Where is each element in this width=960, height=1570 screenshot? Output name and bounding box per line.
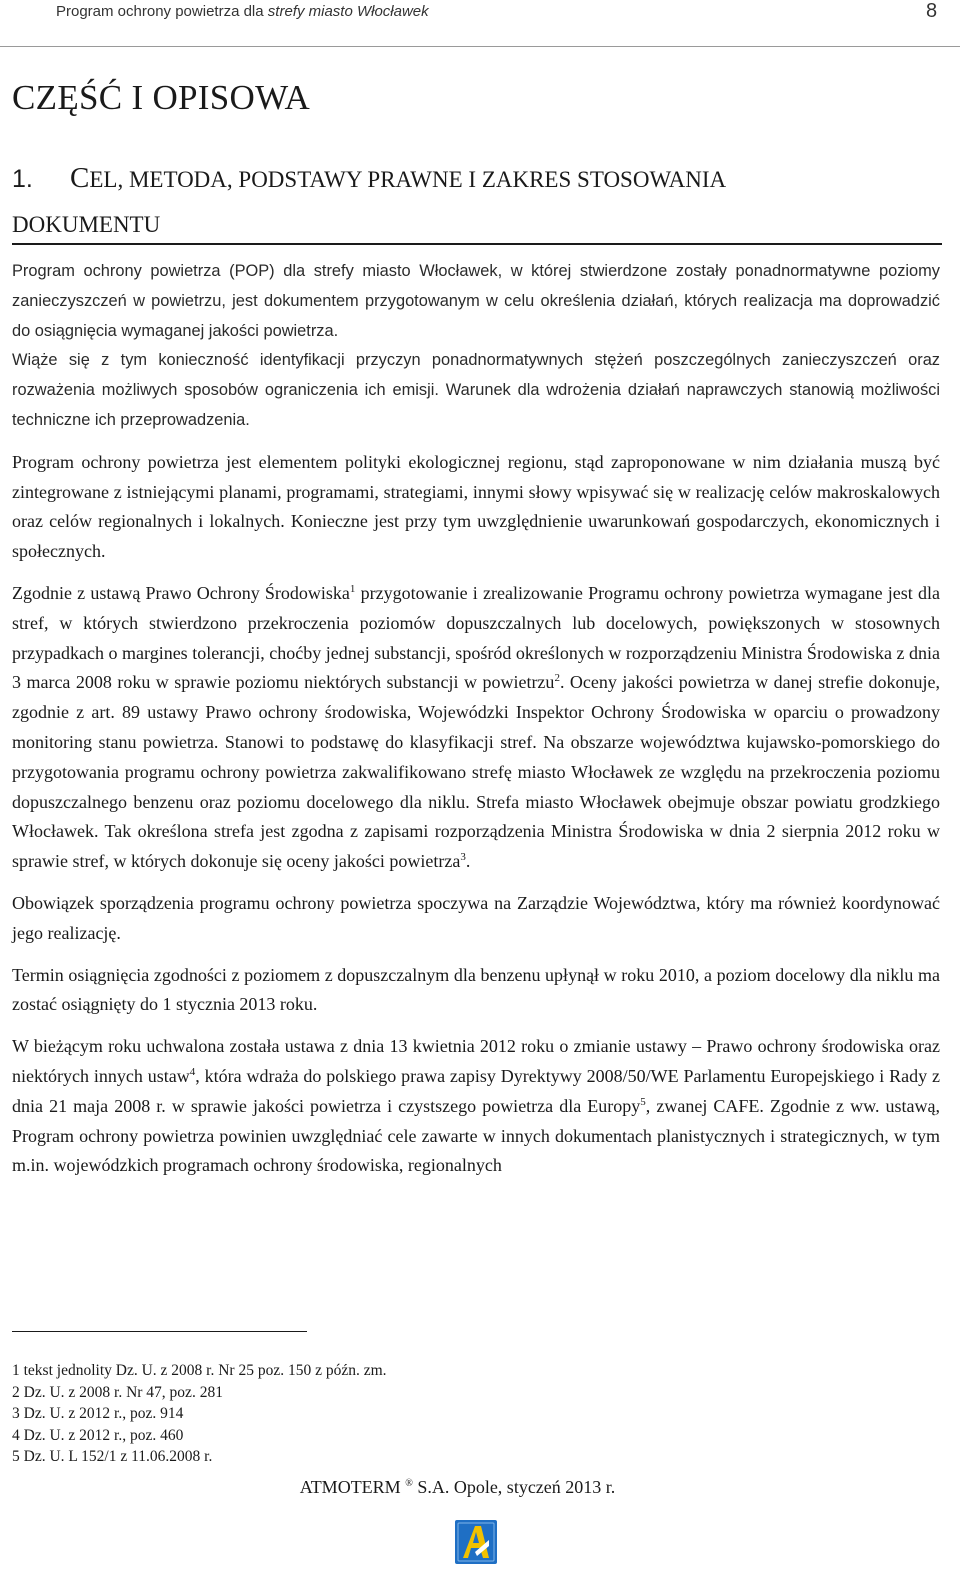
footnote-ref-1[interactable]: 1	[349, 582, 356, 595]
footnotes	[12, 1360, 612, 1468]
paragraph-3-part-b: przygotowanie i zrealizowanie Programu ochrony powietrza wymagane jest dla stref, w których stwierdzono przekroczenia poziomów dopuszczalnych lub docelowych, powiększonych w stosownych przypadkach o margines tolerancji, choćby jednej substancji, spośród określonych w rozporządzeniu Ministra Środowiska z dnia 3 marca 2008 roku w sprawie poziomu niektórych substancji w powietrzu	[12, 582, 940, 693]
header-title	[56, 3, 429, 20]
footnote-ref-2[interactable]: 2	[554, 672, 560, 685]
atmoterm-logo-icon	[455, 1520, 497, 1564]
paragraph-1: Program ochrony powietrza (POP) dla strefy miasto Włocławek, w której stwierdzone zostały ponadnormatywne poziomy zanieczyszczeń w powietrzu, jest dokumentem przygotowanym w celu określenia działań, których realizacja ma doprowadzić do osiągnięcia wymaganej jakości powietrza.	[12, 262, 940, 340]
footer-location-date: S.A. Opole, styczeń 2013 r.	[412, 1477, 616, 1497]
footnote-ref-5[interactable]: 5	[640, 1095, 646, 1108]
section-number: 1.	[12, 165, 33, 193]
registered-mark: ®	[405, 1478, 413, 1489]
footer-company: ATMOTERM	[299, 1477, 401, 1497]
page-header	[0, 0, 960, 47]
paragraph-6-part-a: W bieżącym roku uchwalona została ustawa z dnia 13 kwietnia 2012 roku o zmianie ustawy – Prawo ochrony środowiska oraz niektórych innych ustaw	[12, 1036, 940, 1086]
footnote-3: 3 Dz. U. z 2012 r., poz. 914	[12, 1405, 184, 1422]
section-heading-line2: DOKUMENTU	[12, 212, 161, 237]
paragraph-6-part-b: , która wdraża do polskiego prawa zapisy Dyrektywy 2008/50/WE Parlamentu Europejskiego i Rady z dnia 21 maja 2008 r. w sprawie jakości powietrza i czystszego powietrza dla Europy	[12, 1065, 940, 1116]
footnote-separator	[12, 1331, 307, 1332]
section-heading	[12, 156, 942, 247]
logo-graphic	[455, 1520, 497, 1564]
paragraph-3-part-a: Zgodnie z ustawą Prawo Ochrony Środowiska	[12, 582, 350, 603]
part-title: CZĘŚĆ I OPISOWA	[12, 78, 311, 117]
footnote-5: 5 Dz. U. L 152/1 z 11.06.2008 r.	[12, 1448, 213, 1465]
paragraph-3-part-d: .	[465, 851, 471, 872]
section-divider	[12, 243, 942, 245]
paragraph-4: Obowiązek sporządzenia programu ochrony powietrza spoczywa na Zarządzie Województwa, który ma również koordynować jego realizację.	[12, 892, 940, 943]
paragraph-6-part-c: , zwanej CAFE. Zgodnie z ww. ustawą, Program ochrony powietrza powinien uwzględniać cele zawarte w innych dokumentach planistycznych i strategicznych, w tym m.in. wojewódzkich programach ochrony środowiska, regionalnych	[12, 1095, 940, 1176]
page-number: 8	[926, 0, 938, 22]
section-heading-line1: EL, METODA, PODSTAWY PRAWNE I ZAKRES STOSOWANIA	[89, 167, 727, 192]
footnote-2: 2 Dz. U. z 2008 r. Nr 47, poz. 281	[12, 1383, 223, 1401]
page-footer	[0, 1477, 915, 1498]
header-title-prefix: Program ochrony powietrza dla	[56, 3, 264, 20]
paragraph-1b: Wiąże się z tym konieczność identyfikacji przyczyn ponadnormatywnych stężeń poszczególnych zanieczyszczeń oraz rozważenia możliwych sposobów ograniczenia ich emisji. Warunek dla wdrożenia działań naprawczych stanowią możliwości techniczne ich przeprowadzenia.	[12, 351, 940, 429]
footnote-ref-4[interactable]: 4	[189, 1065, 196, 1078]
header-title-italic: strefy miasto Włocławek	[267, 3, 429, 20]
footnote-ref-3[interactable]: 3	[460, 851, 466, 864]
paragraph-3-part-c: . Oceny jakości powietrza w danej strefie dokonuje, zgodnie z art. 89 ustawy Prawo ochrony środowiska, Wojewódzki Inspektor Ochrony Środowiska w oparciu o prowadzony monitoring stanu powietrza. Stanowi to podstawę do klasyfikacji stref. Na obszarze województwa kujawsko-pomorskiego do przygotowania programu ochrony powietrza zakwalifikowano strefę miasto Włocławek ze względu na przekroczenia poziomu dopuszczalnego benzenu oraz poziomu docelowego dla niklu. Strefa miasto Włocławek obejmuje obszar powiatu grodzkiego Włocławek. Tak określona strefa jest zgodna z zapisami rozporządzenia Ministra Środowiska w dnia 2 sierpnia 2012 roku w sprawie stref, w których dokonuje się oceny jakości powietrza	[12, 672, 940, 872]
body-text	[12, 257, 940, 1193]
footnote-1: 1 tekst jednolity Dz. U. z 2008 r. Nr 25 poz. 150 z późn. zm.	[12, 1362, 387, 1379]
paragraph-3	[12, 579, 940, 877]
footnote-4: 4 Dz. U. z 2012 r., poz. 460	[12, 1426, 184, 1444]
paragraph-6	[12, 1032, 940, 1181]
paragraph-2: Program ochrony powietrza jest elementem polityki ekologicznej regionu, stąd zaproponowane w nim działania muszą być zintegrowane z istniejącymi planami, programami, strategiami, innymi słowy wpisywać się w realizację celów makroskalowych oraz celów regionalnych i lokalnych. Konieczne jest przy tym uwzględnienie uwarunkowań gospodarczych, ekonomicznych i społecznych.	[12, 451, 940, 562]
paragraph-5: Termin osiągnięcia zgodności z poziomem z dopuszczalnym dla benzenu upłynął w roku 2010, a poziom docelowy dla niklu ma zostać osiągnięty do 1 stycznia 2013 roku.	[12, 964, 940, 1015]
section-heading-initial: C	[70, 162, 90, 194]
